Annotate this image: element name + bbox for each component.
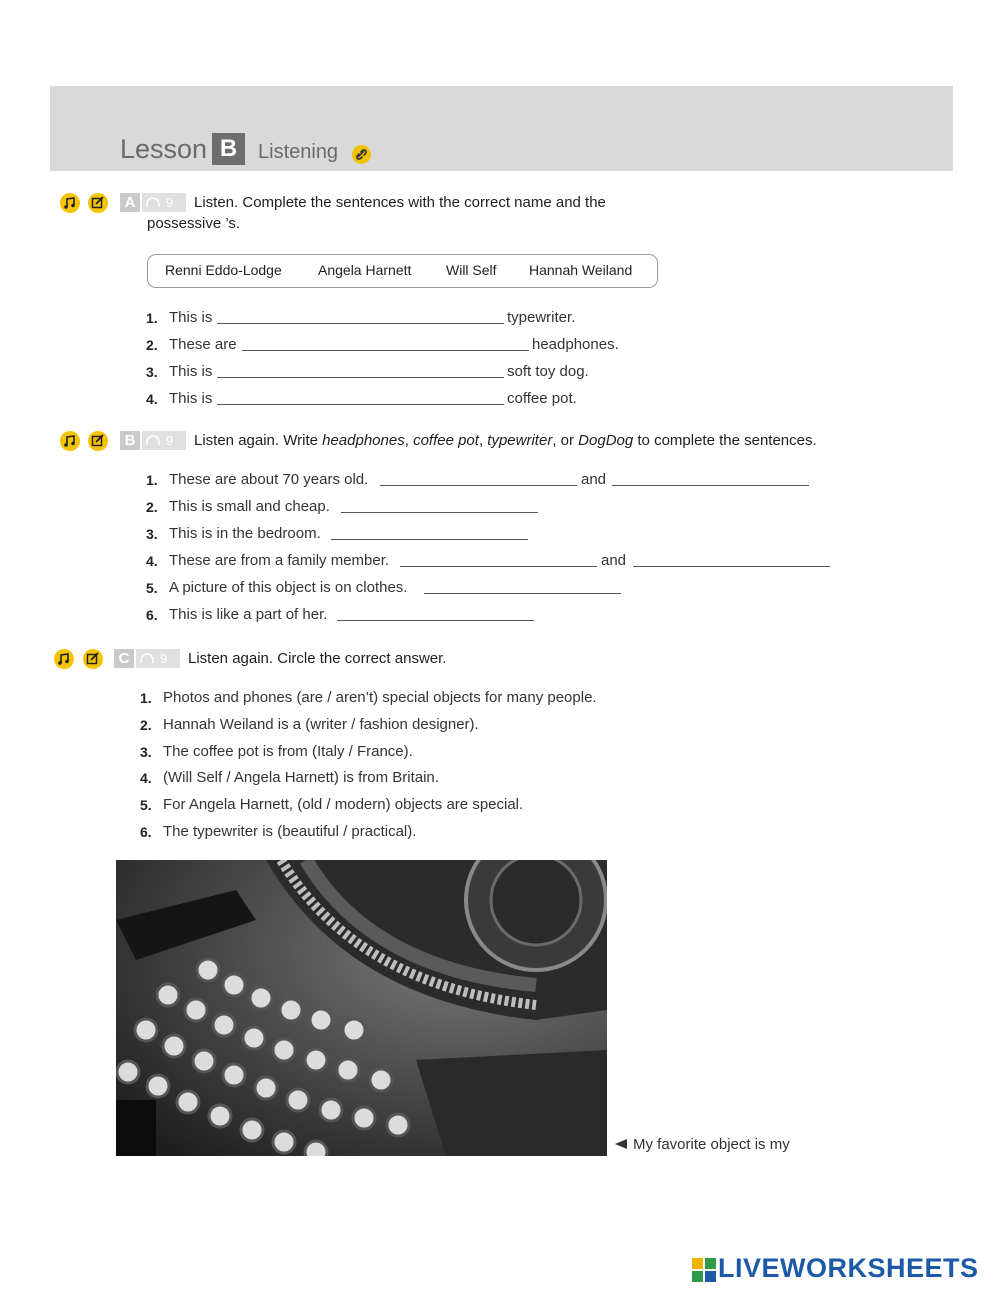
item-text: typewriter. [507,309,576,326]
typewriter-image [116,860,607,1156]
task-c-instruction: Listen again. Circle the correct answer. [188,650,447,667]
answer-blank[interactable] [217,323,504,324]
circle-item[interactable]: (Will Self / Angela Harnett) is from Britain. [163,769,439,786]
name-will: Will Self [446,262,497,278]
task-c-track: 9 [160,651,168,666]
task-b-audio-badge[interactable] [142,431,186,450]
name-renni: Renni Eddo-Lodge [165,262,282,278]
liveworksheets-logo[interactable]: LIVEWORKSHEETS [718,1253,979,1283]
write-icon[interactable] [88,193,108,213]
lesson-word: Lesson [120,134,208,164]
audio-note-icon[interactable] [54,649,74,669]
write-icon[interactable] [88,431,108,451]
lesson-letter-badge: B [212,133,245,165]
task-a-instruction: Listen. Complete the sentences with the correct name and the [194,194,606,211]
item-number: 2. [146,337,158,353]
circle-item[interactable]: Photos and phones (are / aren’t) special objects for many people. [163,689,597,706]
answer-blank[interactable] [242,350,529,351]
write-icon[interactable] [83,649,103,669]
item-text: These are [169,336,237,353]
and-word: and [601,552,627,569]
audio-note-icon[interactable] [60,431,80,451]
answer-blank[interactable] [612,485,809,486]
task-a-label [120,193,188,212]
item-text: These are from a family member. [169,552,390,569]
item-text: This is [169,309,213,326]
name-angela: Angela Harnett [318,262,412,278]
task-a-track: 9 [166,195,174,210]
task-c-audio-badge[interactable] [136,649,180,668]
answer-blank[interactable] [400,566,597,567]
item-number: 3. [146,526,158,542]
headphones-icon [145,196,161,210]
audio-note-icon[interactable] [60,193,80,213]
and-word: and [581,471,607,488]
task-a-audio-badge[interactable] [142,193,186,212]
task-c-letter: C [114,649,134,668]
item-number: 1. [146,472,158,488]
name-hannah: Hannah Weiland [529,262,633,278]
answer-blank[interactable] [217,377,504,378]
item-number: 5. [140,797,152,813]
task-b-letter: B [120,431,140,450]
task-b-track: 9 [166,433,174,448]
answer-blank[interactable] [331,539,528,540]
photo-caption: My favorite object is my [633,1136,790,1153]
item-number: 5. [146,580,158,596]
item-number: 1. [146,310,158,326]
caption-arrow-icon [614,1138,628,1150]
circle-item[interactable]: The typewriter is (beautiful / practical). [163,823,417,840]
item-text: This is [169,390,213,407]
headphones-icon [139,652,155,666]
item-number: 3. [146,364,158,380]
word-bank [147,254,658,288]
answer-blank[interactable] [424,593,621,594]
item-text: soft toy dog. [507,363,589,380]
answer-blank[interactable] [341,512,538,513]
item-text: This is like a part of her. [169,606,328,623]
answer-blank[interactable] [380,485,577,486]
item-text: This is small and cheap. [169,498,330,515]
section-title: Listening [258,141,339,163]
item-text: headphones. [532,336,619,353]
item-text: This is in the bedroom. [169,525,321,542]
item-number: 6. [140,824,152,840]
item-number: 1. [140,690,152,706]
item-number: 2. [146,499,158,515]
item-number: 3. [140,744,152,760]
item-number: 6. [146,607,158,623]
task-c-label [114,649,182,668]
item-number: 4. [140,770,152,786]
circle-item[interactable]: Hannah Weiland is a (writer / fashion designer). [163,716,479,733]
circle-item[interactable]: For Angela Harnett, (old / modern) objects are special. [163,796,524,813]
task-b-instruction: Listen again. Write headphones, coffee pot, typewriter, or DogDog to complete the sentences. [194,432,817,449]
item-number: 2. [140,717,152,733]
answer-blank[interactable] [337,620,534,621]
item-text: These are about 70 years old. [169,471,369,488]
item-number: 4. [146,553,158,569]
task-a-letter: A [120,193,140,212]
item-text: A picture of this object is on clothes. [169,579,408,596]
task-b-label [120,431,188,450]
item-text: This is [169,363,213,380]
task-a-instruction-cont: possessive ’s. [147,215,241,232]
typewriter-photo [116,860,607,1156]
liveworksheets-logo-icon [692,1258,716,1282]
answer-blank[interactable] [633,566,830,567]
link-icon[interactable] [352,145,371,164]
item-number: 4. [146,391,158,407]
item-text: coffee pot. [507,390,577,407]
answer-blank[interactable] [217,404,504,405]
circle-item[interactable]: The coffee pot is from (Italy / France). [163,743,413,760]
headphones-icon [145,434,161,448]
